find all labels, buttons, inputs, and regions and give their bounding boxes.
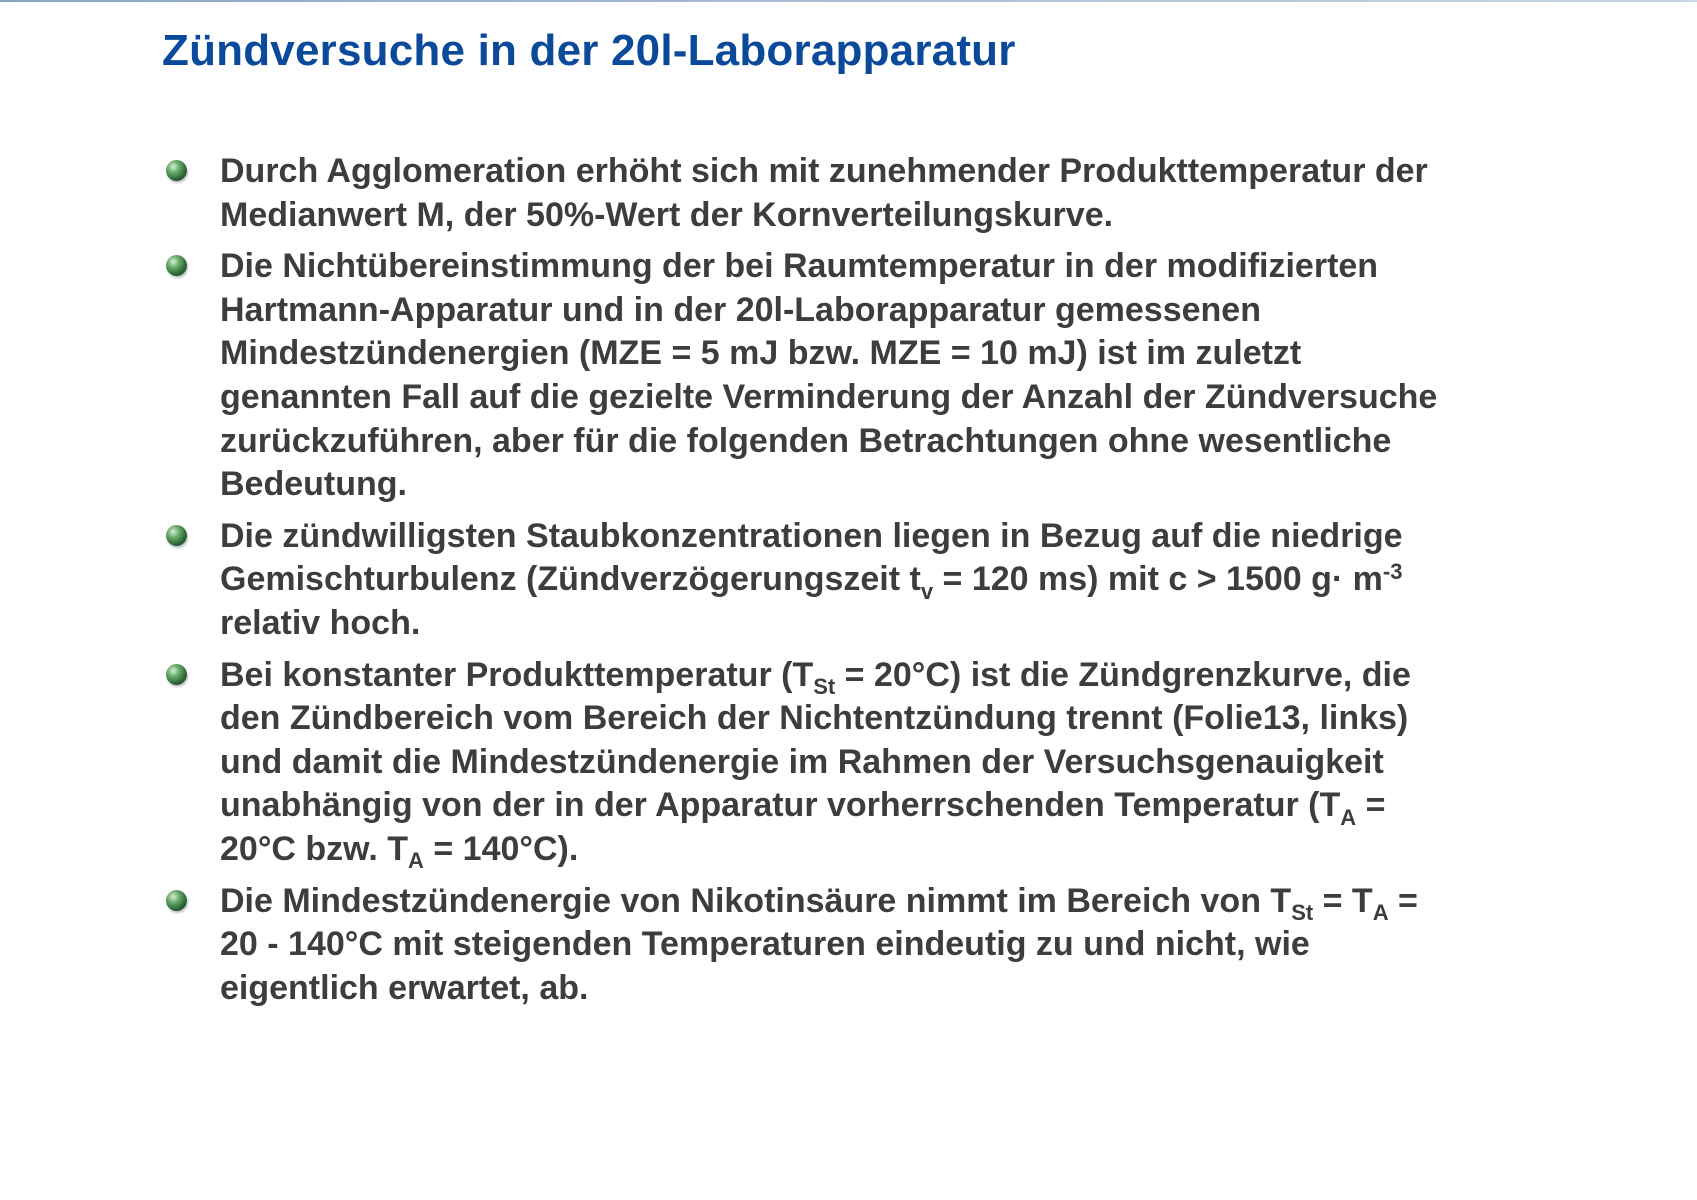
bullet-text-line: genannten Fall auf die gezielte Verminderung der Anzahl der Zündversuche [220,377,1438,416]
subscript: v [920,578,934,604]
text-segment: = [1356,786,1386,825]
bullet-text-line: relativ hoch. [220,603,421,642]
subscript: St [813,673,836,699]
bullet-text-line: 20 - 140°C mit steigenden Temperaturen eindeutig zu und nicht, wie [220,925,1310,964]
bullet-text-line: Mindestzündenergien (MZE = 5 mJ bzw. MZE = 10 mJ) ist im zuletzt [220,334,1302,373]
bullet-text-line [220,880,1560,924]
subscript: St [1291,899,1314,925]
bullet-text-line: eigentlich erwartet, ab. [220,968,589,1007]
text-segment: = 140°C). [423,829,579,868]
bullet-text-line [220,654,1560,698]
green-sphere-bullet-icon [166,525,187,546]
bullet-item-dust-concentration [160,515,1560,646]
bullet-text-line [220,558,1560,602]
superscript: -3 [1382,559,1403,585]
bullet-text-line [220,784,1560,828]
text-segment: = 20°C) ist die Zündgrenzkurve, die [835,655,1411,694]
text-segment: = T [1313,881,1373,920]
slide-title: Zündversuche in der 20l-Laborapparatur [162,26,1016,75]
bullet-text-line: Medianwert M, der 50%-Wert der Kornverteilungskurve. [220,195,1114,234]
bullet-item-ignition-curve [160,654,1560,872]
bullet-item-nicotinic-acid [160,880,1560,1011]
bullet-text-line: Die Nichtübereinstimmung der bei Raumtemperatur in der modifizierten [220,247,1379,286]
bullet-text-line: Durch Agglomeration erhöht sich mit zunehmender Produkttemperatur der [220,152,1428,190]
bullet-text-line [220,828,1560,872]
bullet-item-agglomeration [160,150,1560,237]
green-sphere-bullet-icon [166,255,187,276]
bullet-text-line: Die zündwilligsten Staubkonzentrationen liegen in Bezug auf die niedrige [220,516,1403,555]
text-segment: Bei konstanter Produkttemperatur (T [220,655,814,694]
top-divider-line [0,0,1697,2]
subscript: A [1372,899,1389,925]
green-sphere-bullet-icon [166,160,187,181]
subscript: A [1340,804,1357,830]
green-sphere-bullet-icon [166,664,187,685]
bullet-text-line: Bedeutung. [220,465,407,504]
text-segment: Gemischturbulenz (Zündverzögerungszeit t [220,560,921,599]
bullet-text-line: und damit die Mindestzündenergie im Rahmen der Versuchsgenauigkeit [220,742,1384,781]
text-segment: unabhängig von der in der Apparatur vorherrschenden Temperatur (T [220,786,1341,825]
bullet-text-line: den Zündbereich vom Bereich der Nichtentzündung trennt (Folie13, links) [220,699,1409,738]
bullet-text-line: Hartmann-Apparatur und in der 20l-Laborapparatur gemessenen [220,290,1261,329]
green-sphere-bullet-icon [166,890,187,911]
text-segment: Die Mindestzündenergie von Nikotinsäure nimmt im Bereich von T [220,881,1292,920]
text-segment: 20°C bzw. T [220,829,409,868]
bullet-item-mismatch [160,245,1560,507]
subscript: A [408,848,424,874]
bullet-text-line: zurückzuführen, aber für die folgenden Betrachtungen ohne wesentliche [220,421,1392,460]
text-segment: = [1388,881,1418,920]
text-segment: = 120 ms) mit c > 1500 g· m [933,560,1383,599]
bullet-list [160,150,1560,1018]
